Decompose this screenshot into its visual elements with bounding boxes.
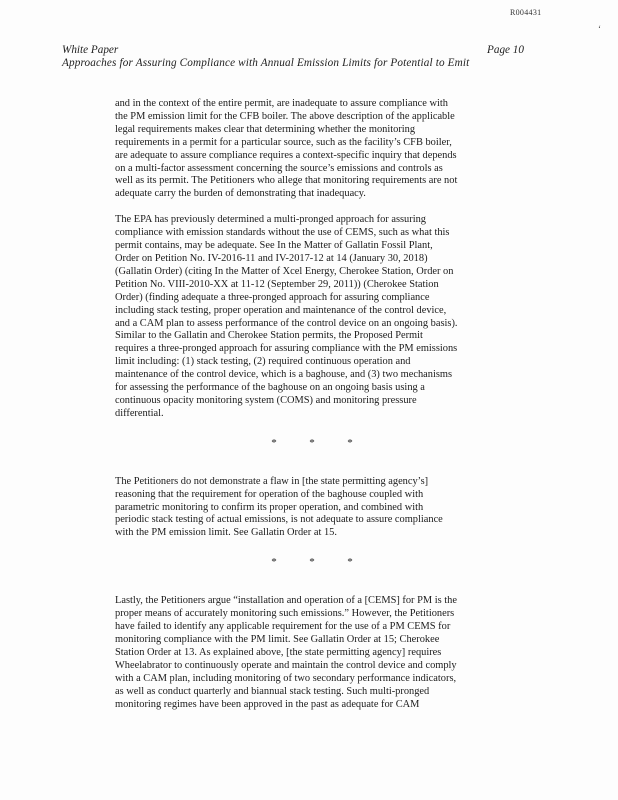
text-line: Order) (finding adequate a three-pronged approach for assuring compliance [115, 291, 430, 303]
text-line: proper means of accurately monitoring such emissions.” However, the Petitioners [115, 608, 455, 620]
separator-mark: * [347, 556, 353, 569]
text-line: and in the context of the entire permit, are inadequate to assure compliance with [115, 98, 448, 109]
separator-mark: * [271, 436, 277, 449]
text-line: The EPA has previously determined a multi-pronged approach for assuring [115, 214, 426, 226]
text-line: parametric monitoring to confirm its proper operation, and combined with [115, 501, 424, 513]
text-line: the PM emission limit for the CFB boiler. The above description of the applicable [115, 110, 455, 122]
text-line: as well as conduct quarterly and biannual stack testing. Such multi-pronged [115, 685, 430, 697]
header-page-number: Page 10 [487, 44, 524, 56]
text-line: differential. [115, 407, 164, 419]
text-line: monitoring compliance with the PM limit. See Gallatin Order at 15; Cherokee [115, 634, 440, 645]
separator-mark: * [309, 556, 315, 569]
page-header [62, 44, 524, 70]
header-title: White Paper [62, 44, 119, 56]
text-line: on a multi-factor assessment concerning the source’s emissions and controls as [115, 162, 443, 174]
text-line: Order on Petition No. IV-2016-11 and IV-2017-12 at 14 (January 30, 2018) [115, 252, 428, 264]
text-line: The Petitioners do not demonstrate a flaw in [the state permitting agency’s] [115, 475, 429, 487]
section-separator [115, 557, 503, 568]
text-line: adequate carry the burden of demonstrating that inadequacy. [115, 188, 366, 200]
bates-number: R004431 [510, 8, 542, 17]
text-line: with a CAM plan, including monitoring of two secondary performance indicators, [115, 672, 457, 684]
text-line: for assessing the performance of the baghouse on an ongoing basis using a [115, 382, 425, 394]
paragraph-4 [115, 595, 503, 711]
text-line: permit contains, may be adequate. See In the Matter of Gallatin Fossil Plant, [115, 240, 433, 252]
text-line: are adequate to assure compliance requires a context-specific inquiry that depends [115, 149, 457, 161]
text-line: monitoring regimes have been approved in the past as adequate for CAM [115, 698, 420, 710]
separator-mark: * [347, 436, 353, 449]
paragraph-1 [115, 98, 503, 201]
header-subtitle: Approaches for Assuring Compliance with Annual Emission Limits for Potential to Emit [62, 57, 470, 69]
text-line: periodic stack testing of actual emissions, is not adequate to assure compliance [115, 514, 443, 526]
header-row [62, 44, 524, 57]
text-line: with the PM emission limit. See Gallatin Order at 15. [115, 527, 337, 539]
text-line: reasoning that the requirement for operation of the baghouse coupled with [115, 488, 424, 500]
section-separator [115, 438, 503, 449]
text-line: Petition No. VIII-2010-XX at 11-12 (September 29, 2011)) (Cherokee Station [115, 278, 439, 290]
text-line: compliance with emission standards without the use of CEMS, such as what this [115, 227, 450, 239]
text-line: Similar to the Gallatin and Cherokee Station permits, the Proposed Permit [115, 330, 423, 342]
text-line: requirements in a permit for a particular source, such as the facility’s CFB boiler, [115, 136, 452, 148]
separator-mark: * [271, 556, 277, 569]
text-line: Station Order at 13. As explained above, [the state permitting agency] requires [115, 646, 442, 658]
paragraph-3 [115, 476, 503, 541]
text-line: Wheelabrator to continuously operate and maintain the control device and comply [115, 659, 457, 671]
corner-mark: ʻ [598, 24, 601, 34]
document-body [115, 98, 503, 711]
text-line: (Gallatin Order) (citing In the Matter of Xcel Energy, Cherokee Station, Order on [115, 265, 454, 277]
text-line: maintenance of the control device, which is a baghouse, and (3) two mechanisms [115, 369, 453, 381]
text-line: continuous opacity monitoring system (COMS) and monitoring pressure [115, 394, 417, 406]
text-line: limit including: (1) stack testing, (2) required continuous operation and [115, 356, 411, 368]
text-line: including stack testing, proper operation and maintenance of the control device, [115, 304, 447, 316]
text-line: requires a three-pronged approach for assuring compliance with the PM emissions [115, 343, 458, 355]
separator-mark: * [309, 436, 315, 449]
text-line: and a CAM plan to assess performance of the control device on an ongoing basis). [115, 317, 458, 329]
text-line: have failed to identify any applicable requirement for the use of a PM CEMS for [115, 621, 451, 633]
text-line: legal requirements makes clear that determining whether the monitoring [115, 123, 416, 135]
paragraph-2 [115, 214, 503, 421]
text-line: Lastly, the Petitioners argue “installation and operation of a [CEMS] for PM is the [115, 595, 457, 607]
text-line: well as its permit. The Petitioners who allege that monitoring requirements are not [115, 175, 458, 187]
